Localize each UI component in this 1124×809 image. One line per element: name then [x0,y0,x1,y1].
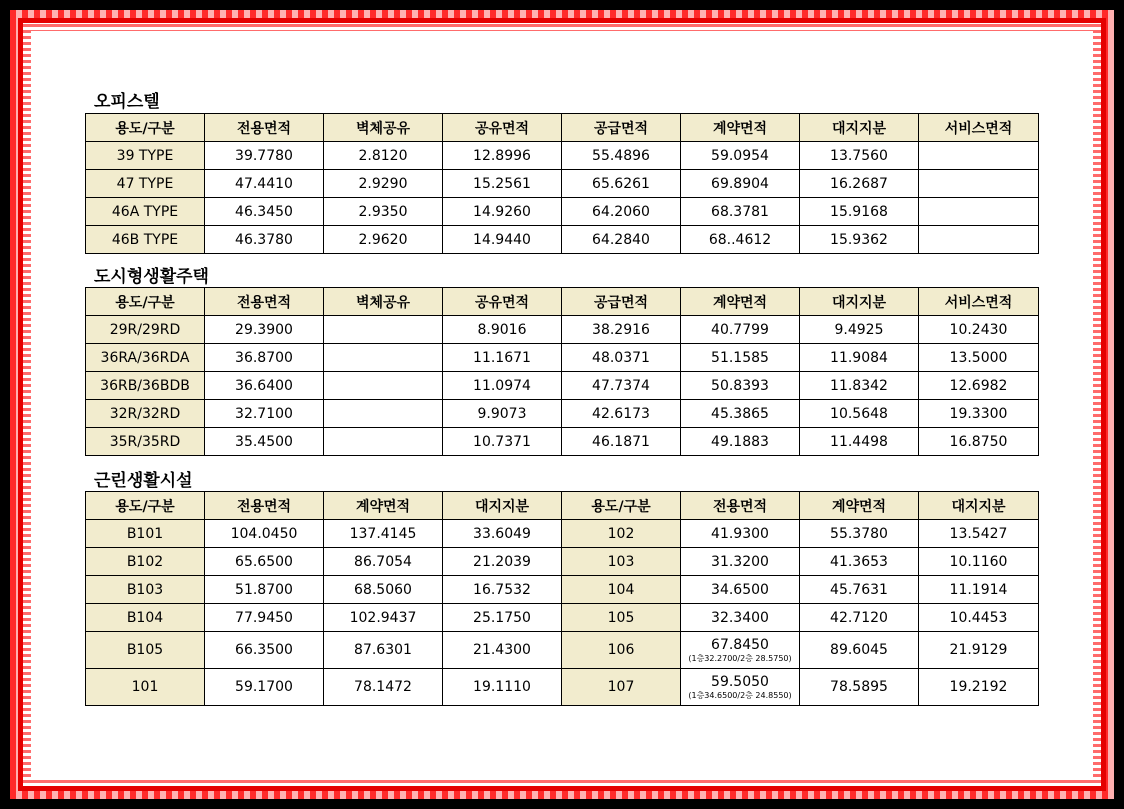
cell: 9.4925 [800,316,919,344]
cell: 15.9362 [800,226,919,254]
header-cell: 용도/구분 [562,492,681,520]
cell: 46.3780 [205,226,324,254]
table-row [86,198,1039,226]
neighborhood-table [85,491,1039,706]
cell: 21.2039 [443,548,562,576]
cell [919,226,1039,254]
row-label: 101 [86,669,205,706]
cell: 45.7631 [800,576,919,604]
header-cell: 벽체공유 [324,288,443,316]
header-cell: 서비스면적 [919,288,1039,316]
cell: 59.1700 [205,669,324,706]
cell: 15.9168 [800,198,919,226]
table-row [86,428,1039,456]
header-cell: 대지지분 [443,492,562,520]
cell-value: 67.8450 [711,637,769,653]
table-header-row [86,114,1039,142]
cell: 35.4500 [205,428,324,456]
cell: 86.7054 [324,548,443,576]
cell: 10.1160 [919,548,1039,576]
header-cell: 공유면적 [443,288,562,316]
header-cell: 용도/구분 [86,492,205,520]
cell: 12.6982 [919,372,1039,400]
cell: 21.4300 [443,632,562,669]
cell: 55.4896 [562,142,681,170]
cell: 32.3400 [681,604,800,632]
row-label: 36RA/36RDA [86,344,205,372]
cell: 51.1585 [681,344,800,372]
cell: 19.1110 [443,669,562,706]
cell: 10.7371 [443,428,562,456]
cell: 11.1914 [919,576,1039,604]
row-label: 35R/35RD [86,428,205,456]
row-label: B102 [86,548,205,576]
row-label: B105 [86,632,205,669]
header-cell: 용도/구분 [86,114,205,142]
row-label: 39 TYPE [86,142,205,170]
cell: 10.2430 [919,316,1039,344]
cell-with-note [681,669,800,706]
row-label: B101 [86,520,205,548]
table-row [86,226,1039,254]
section-title-urban-housing: 도시형생활주택 [94,267,209,287]
header-cell: 공급면적 [562,288,681,316]
cell: 59.0954 [681,142,800,170]
cell: 2.9350 [324,198,443,226]
cell [324,428,443,456]
header-cell: 벽체공유 [324,114,443,142]
cell: 25.1750 [443,604,562,632]
cell: 55.3780 [800,520,919,548]
cell: 137.4145 [324,520,443,548]
cell: 11.8342 [800,372,919,400]
cell: 14.9440 [443,226,562,254]
cell [324,372,443,400]
cell: 87.6301 [324,632,443,669]
header-cell: 계약면적 [681,114,800,142]
header-cell: 전용면적 [205,492,324,520]
cell: 42.6173 [562,400,681,428]
section-title-neighborhood: 근린생활시설 [94,471,193,491]
row-label: 47 TYPE [86,170,205,198]
cell: 65.6261 [562,170,681,198]
table-row [86,548,1039,576]
row-label: 46A TYPE [86,198,205,226]
floor-breakdown-note: (1층32.2700/2층 28.5750) [688,654,792,663]
cell: 16.2687 [800,170,919,198]
header-cell: 전용면적 [205,114,324,142]
cell: 32.7100 [205,400,324,428]
table-row [86,142,1039,170]
urban-housing-table [85,287,1039,456]
row-label: 36RB/36BDB [86,372,205,400]
cell: 64.2840 [562,226,681,254]
cell: 15.2561 [443,170,562,198]
cell: 42.7120 [800,604,919,632]
table-row [86,344,1039,372]
cell: 2.9620 [324,226,443,254]
table-row [86,400,1039,428]
cell: 78.5895 [800,669,919,706]
cell: 48.0371 [562,344,681,372]
cell [324,316,443,344]
cell: 66.3500 [205,632,324,669]
cell-value: 59.5050 [711,674,769,690]
row-label: 104 [562,576,681,604]
row-label: 105 [562,604,681,632]
cell: 47.4410 [205,170,324,198]
cell: 41.9300 [681,520,800,548]
header-cell: 대지지분 [800,114,919,142]
section-title-officetel: 오피스텔 [94,92,160,112]
cell: 102.9437 [324,604,443,632]
cell [919,142,1039,170]
cell [324,344,443,372]
cell: 49.1883 [681,428,800,456]
table-row [86,632,1039,669]
cell: 2.8120 [324,142,443,170]
cell: 39.7780 [205,142,324,170]
row-label: 103 [562,548,681,576]
cell: 14.9260 [443,198,562,226]
cell: 46.3450 [205,198,324,226]
cell: 12.8996 [443,142,562,170]
row-label: 102 [562,520,681,548]
cell: 36.8700 [205,344,324,372]
cell: 41.3653 [800,548,919,576]
cell: 31.3200 [681,548,800,576]
cell: 40.7799 [681,316,800,344]
cell: 34.6500 [681,576,800,604]
table-row [86,520,1039,548]
cell: 68.3781 [681,198,800,226]
table-row [86,316,1039,344]
table-row [86,170,1039,198]
cell: 65.6500 [205,548,324,576]
cell [324,400,443,428]
cell-with-note [681,632,800,669]
header-cell: 전용면적 [681,492,800,520]
table-header-row [86,288,1039,316]
header-cell: 대지지분 [919,492,1039,520]
cell: 29.3900 [205,316,324,344]
cell: 13.5000 [919,344,1039,372]
cell: 51.8700 [205,576,324,604]
floor-breakdown-note: (1층34.6500/2층 24.8550) [688,691,792,700]
row-label: 29R/29RD [86,316,205,344]
cell: 68.5060 [324,576,443,604]
cell: 19.2192 [919,669,1039,706]
header-cell: 서비스면적 [919,114,1039,142]
cell: 47.7374 [562,372,681,400]
table-header-row [86,492,1039,520]
header-cell: 공유면적 [443,114,562,142]
cell: 13.5427 [919,520,1039,548]
row-label: B103 [86,576,205,604]
cell: 11.9084 [800,344,919,372]
cell: 50.8393 [681,372,800,400]
cell: 16.8750 [919,428,1039,456]
cell [919,198,1039,226]
cell: 104.0450 [205,520,324,548]
cell: 19.3300 [919,400,1039,428]
row-label: 32R/32RD [86,400,205,428]
header-cell: 계약면적 [800,492,919,520]
cell: 16.7532 [443,576,562,604]
cell: 10.4453 [919,604,1039,632]
cell [919,170,1039,198]
cell: 38.2916 [562,316,681,344]
row-label: 46B TYPE [86,226,205,254]
cell: 13.7560 [800,142,919,170]
cell: 78.1472 [324,669,443,706]
table-row [86,576,1039,604]
row-label: B104 [86,604,205,632]
table-row [86,604,1039,632]
cell: 21.9129 [919,632,1039,669]
header-cell: 계약면적 [324,492,443,520]
cell: 45.3865 [681,400,800,428]
header-cell: 전용면적 [205,288,324,316]
header-cell: 공급면적 [562,114,681,142]
cell: 69.8904 [681,170,800,198]
cell: 2.9290 [324,170,443,198]
cell: 64.2060 [562,198,681,226]
table-row [86,669,1039,706]
row-label: 106 [562,632,681,669]
cell: 10.5648 [800,400,919,428]
header-cell: 용도/구분 [86,288,205,316]
row-label: 107 [562,669,681,706]
cell: 36.6400 [205,372,324,400]
officetel-table [85,113,1039,254]
header-cell: 대지지분 [800,288,919,316]
cell: 11.4498 [800,428,919,456]
cell: 68..4612 [681,226,800,254]
header-cell: 계약면적 [681,288,800,316]
cell: 9.9073 [443,400,562,428]
cell: 77.9450 [205,604,324,632]
cell: 11.1671 [443,344,562,372]
cell: 11.0974 [443,372,562,400]
cell: 89.6045 [800,632,919,669]
table-row [86,372,1039,400]
cell: 33.6049 [443,520,562,548]
cell: 46.1871 [562,428,681,456]
cell: 8.9016 [443,316,562,344]
